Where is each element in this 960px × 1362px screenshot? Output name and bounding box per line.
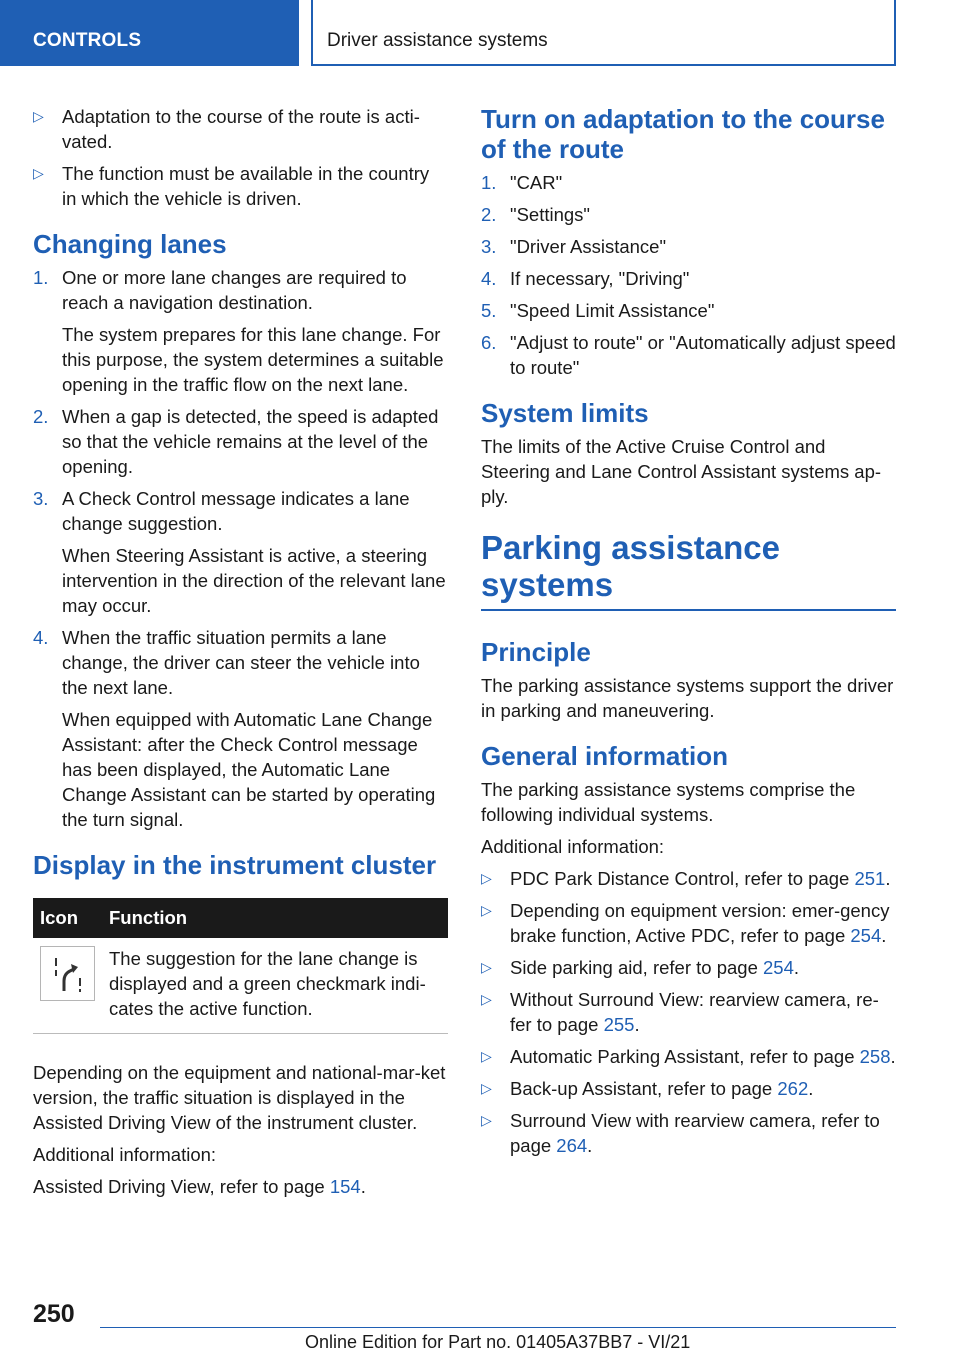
list-item: ▷ Back-up Assistant, refer to page 262. [481, 1078, 814, 1099]
list-item: ▷ Without Surround View: rearview camera, re-fer to page 255. [481, 989, 879, 1035]
list-item [33, 404, 448, 479]
paragraph: Assisted Driving View, refer to page 154. [33, 1176, 366, 1197]
step-text: One or more lane changes are required to reach a navigation destination. [62, 267, 407, 313]
list-item: 3. "Driver Assistance" [481, 236, 667, 257]
page-link[interactable]: 258 [859, 1046, 891, 1067]
lane-change-check-icon [48, 954, 88, 994]
triangle-bullet-icon: ▷ [33, 108, 44, 124]
list-item: ▷ Surround View with rearview camera, refer to page 264. [481, 1110, 880, 1156]
step-number: 5. [481, 300, 497, 321]
step-number: 1. [481, 172, 497, 193]
edition-note: Online Edition for Part no. 01405A37BB7 - VI/21 [305, 1332, 691, 1352]
step-number: 3. [33, 488, 49, 509]
adaptation-steps [481, 170, 896, 380]
step-number: 1. [33, 267, 49, 288]
triangle-bullet-icon: ▷ [481, 959, 492, 975]
heading-turn-on-adaptation: Turn on adaptation to the course of the route [481, 104, 885, 164]
heading-general-information: General information [481, 741, 729, 771]
list-item [33, 265, 448, 397]
table-row [33, 938, 448, 1034]
page-link[interactable]: 264 [556, 1135, 588, 1156]
step-text: When a gap is detected, the speed is adapted so that the vehicle remains at the level of the opening. [62, 406, 439, 477]
step-number: 3. [481, 236, 497, 257]
list-item: ▷ PDC Park Distance Control, refer to page 251. [481, 868, 891, 889]
intro-bullet-list [33, 104, 448, 211]
triangle-bullet-icon: ▷ [481, 870, 492, 886]
triangle-bullet-icon: ▷ [481, 991, 492, 1007]
list-item: ▷ Automatic Parking Assistant, refer to page 258. [481, 1046, 896, 1067]
page-link[interactable]: 254 [850, 925, 882, 946]
step-extra: When Steering Assistant is active, a steering intervention in the direction of the relevant lane may occur. [62, 545, 446, 616]
changing-lanes-steps [33, 265, 448, 832]
page-link[interactable]: 254 [763, 957, 794, 978]
list-item: ▷ Depending on equipment version: emer-gency brake function, Active PDC, refer to page 254. [481, 900, 890, 946]
page-link[interactable]: 255 [603, 1014, 635, 1035]
lane-change-check-icon [40, 946, 95, 1001]
list-item [33, 625, 448, 832]
heading-system-limits: System limits [481, 398, 649, 428]
step-number: 2. [481, 204, 497, 225]
left-column [33, 104, 448, 1206]
paragraph: Additional information: [33, 1144, 217, 1165]
triangle-bullet-icon: ▷ [481, 1048, 492, 1064]
step-extra: When equipped with Automatic Lane Change Assistant: after the Check Control message has been displayed, the Automatic Lane Change Assistant can be started by operating the turn signal. [62, 709, 436, 830]
heading-parking-assistance-systems: Parking assistance systems [481, 529, 896, 611]
triangle-bullet-icon: ▷ [481, 902, 492, 918]
icon-function-table [33, 898, 448, 1034]
step-number: 2. [33, 406, 49, 427]
table-header-icon: Icon [33, 898, 102, 938]
step-extra: The system prepares for this lane change. For this purpose, the system determines a suitable opening in the traffic flow on the next lane. [62, 324, 444, 395]
page-link[interactable]: 262 [777, 1078, 809, 1099]
list-item [33, 486, 448, 618]
triangle-bullet-icon: ▷ [481, 1080, 492, 1096]
paragraph: The limits of the Active Cruise Control and Steering and Lane Control Assistant systems ap-ply. [481, 436, 882, 507]
right-column [481, 104, 896, 1165]
step-number: 4. [33, 627, 49, 648]
list-item: 4. If necessary, "Driving" [481, 268, 690, 289]
heading-display-instrument-cluster: Display in the instrument cluster [33, 850, 437, 880]
step-number: 6. [481, 332, 497, 353]
list-item: 6. "Adjust to route" or "Automatically adjust speed to route" [481, 332, 896, 378]
table-header-function: Function [102, 898, 448, 938]
list-item: ▷ Side parking aid, refer to page 254. [481, 957, 800, 978]
table-cell-function: The suggestion for the lane change is displayed and a green checkmark indi-cates the active function. [102, 938, 448, 1034]
list-item: 2. "Settings" [481, 204, 590, 225]
step-number: 4. [481, 268, 497, 289]
heading-principle: Principle [481, 637, 591, 667]
section-tab: CONTROLS [0, 0, 299, 66]
step-text: A Check Control message indicates a lane change suggestion. [62, 488, 410, 534]
parking-systems-list [481, 866, 896, 1158]
paragraph: Additional information: [481, 836, 665, 857]
page-link[interactable]: 251 [854, 868, 886, 889]
list-item: 5. "Speed Limit Assistance" [481, 300, 715, 321]
step-text: When the traffic situation permits a lane change, the driver can steer the vehicle into the next lane. [62, 627, 420, 698]
triangle-bullet-icon: ▷ [33, 165, 44, 181]
chapter-title: Driver assistance systems [311, 0, 896, 66]
page-header [0, 0, 960, 66]
list-item: 1. "CAR" [481, 172, 563, 193]
paragraph: Depending on the equipment and national-mar-ket version, the traffic situation is displayed in the Assisted Driving View of the instrument cluster. [33, 1062, 446, 1133]
heading-changing-lanes: Changing lanes [33, 229, 227, 259]
footer-divider [100, 1327, 896, 1328]
page-number: 250 [33, 1300, 75, 1328]
paragraph: The parking assistance systems support the driver in parking and maneuvering. [481, 675, 894, 721]
triangle-bullet-icon: ▷ [481, 1112, 492, 1128]
list-item: ▷ The function must be available in the country in which the vehicle is driven. [33, 163, 430, 209]
list-item: ▷ Adaptation to the course of the route is acti-vated. [33, 106, 420, 152]
page-link[interactable]: 154 [329, 1176, 361, 1197]
paragraph: The parking assistance systems comprise the following individual systems. [481, 779, 856, 825]
